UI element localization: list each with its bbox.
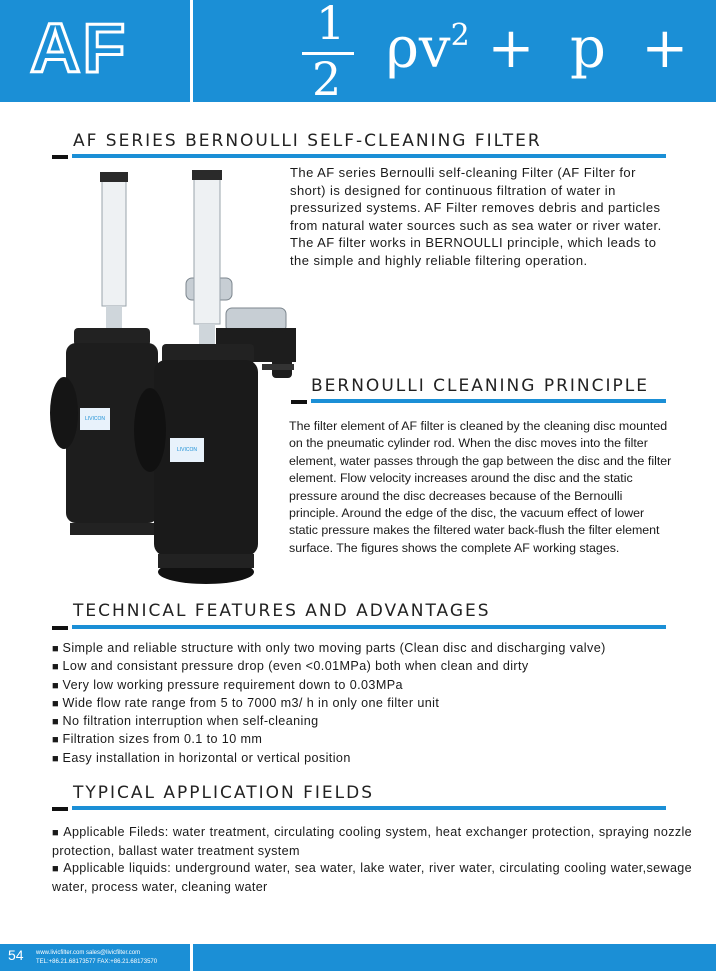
section-title-features: TECHNICAL FEATURES AND ADVANTAGES — [73, 601, 491, 621]
bernoulli-equation — [290, 0, 716, 106]
equation-exponent: 2 — [450, 18, 470, 53]
footer-contact — [36, 949, 157, 967]
section-title-af-series: AF SERIES BERNOULLI SELF-CLEANING FILTER — [73, 131, 542, 151]
footer-divider — [190, 944, 193, 971]
features-list — [52, 640, 692, 768]
feature-item: ■ Easy installation in horizontal or vertical position — [52, 750, 692, 768]
section-rule — [72, 625, 666, 629]
principle-paragraph: The filter element of AF filter is cleaned by the cleaning disc mounted on the pneumatic cylinder rod. When the disc moves into the filter element, water passes through the gap between the disc and the filter element. Flow velocity increases around the disc and the static pressure around the disc decreases because of the Bernoulli principle. Around the edge of the disc, the vacuum effect of lower static pressure makes the filtered water back-flush the filter element surface. The figures shows the complete AF working stages. — [289, 419, 672, 555]
footer-contact-phone: TEL:+86.21.68173577 FAX:+86.21.68173570 — [36, 959, 158, 965]
feature-item: ■ Simple and reliable structure with only two moving parts (Clean disc and discharging valve) — [52, 640, 692, 658]
section-rule — [72, 154, 666, 158]
af-filter-product-image — [36, 168, 296, 588]
footer-bar — [0, 944, 716, 971]
section-rule — [311, 399, 666, 403]
equation-numerator: 1 — [316, 0, 346, 50]
equation-denominator: 2 — [312, 52, 342, 106]
equation-rho-v: ρv — [386, 16, 451, 81]
footer-contact-web: www.livicfilter.com sales@livicfilter.com — [36, 950, 141, 956]
equation-tail: + p + — [469, 16, 689, 81]
back-unit — [50, 172, 158, 535]
page-number: 54 — [8, 947, 24, 963]
af-logo: AF — [30, 9, 128, 87]
feature-item: ■ Filtration sizes from 0.1 to 10 mm — [52, 731, 692, 749]
section-marker — [291, 400, 307, 404]
equation-terms — [386, 16, 688, 81]
header-banner — [0, 0, 716, 106]
application-item: ■ Applicable Fileds: water treatment, circulating cooling system, heat exchanger protection, spraying nozzle protection, ballast water treatment system — [52, 824, 692, 860]
feature-item: ■ No filtration interruption when self-cleaning — [52, 713, 692, 731]
applications-block — [52, 824, 692, 896]
feature-item: ■ Low and consistant pressure drop (even <0.01MPa) both when clean and dirty — [52, 658, 692, 676]
feature-item: ■ Wide flow rate range from 5 to 7000 m3/ h in only one filter unit — [52, 695, 692, 713]
header-divider — [190, 0, 193, 102]
feature-item: ■ Very low working pressure requirement down to 0.03MPa — [52, 677, 692, 695]
front-unit-label: LIVICON — [176, 447, 198, 453]
section-title-principle: BERNOULLI CLEANING PRINCIPLE — [311, 376, 649, 396]
section-marker — [52, 807, 68, 811]
back-unit-label: LIVICON — [84, 416, 106, 422]
intro-paragraph: The AF series Bernoulli self-cleaning Filter (AF Filter for short) is designed for continuous filtration of water in pressurized systems. AF Filter removes debris and particles from natural water sources such as sea water or river water. The AF filter works in BERNOULLI principle, which leads to the simple and highly reliable filtering operation. — [290, 165, 662, 268]
section-marker — [52, 155, 68, 159]
section-rule — [72, 806, 666, 810]
section-title-applications: TYPICAL APPLICATION FIELDS — [73, 783, 374, 803]
application-item: ■ Applicable liquids: underground water, sea water, lake water, river water, circulating cooling water,sewage water, process water, cleaning water — [52, 860, 692, 896]
section-marker — [52, 626, 68, 630]
